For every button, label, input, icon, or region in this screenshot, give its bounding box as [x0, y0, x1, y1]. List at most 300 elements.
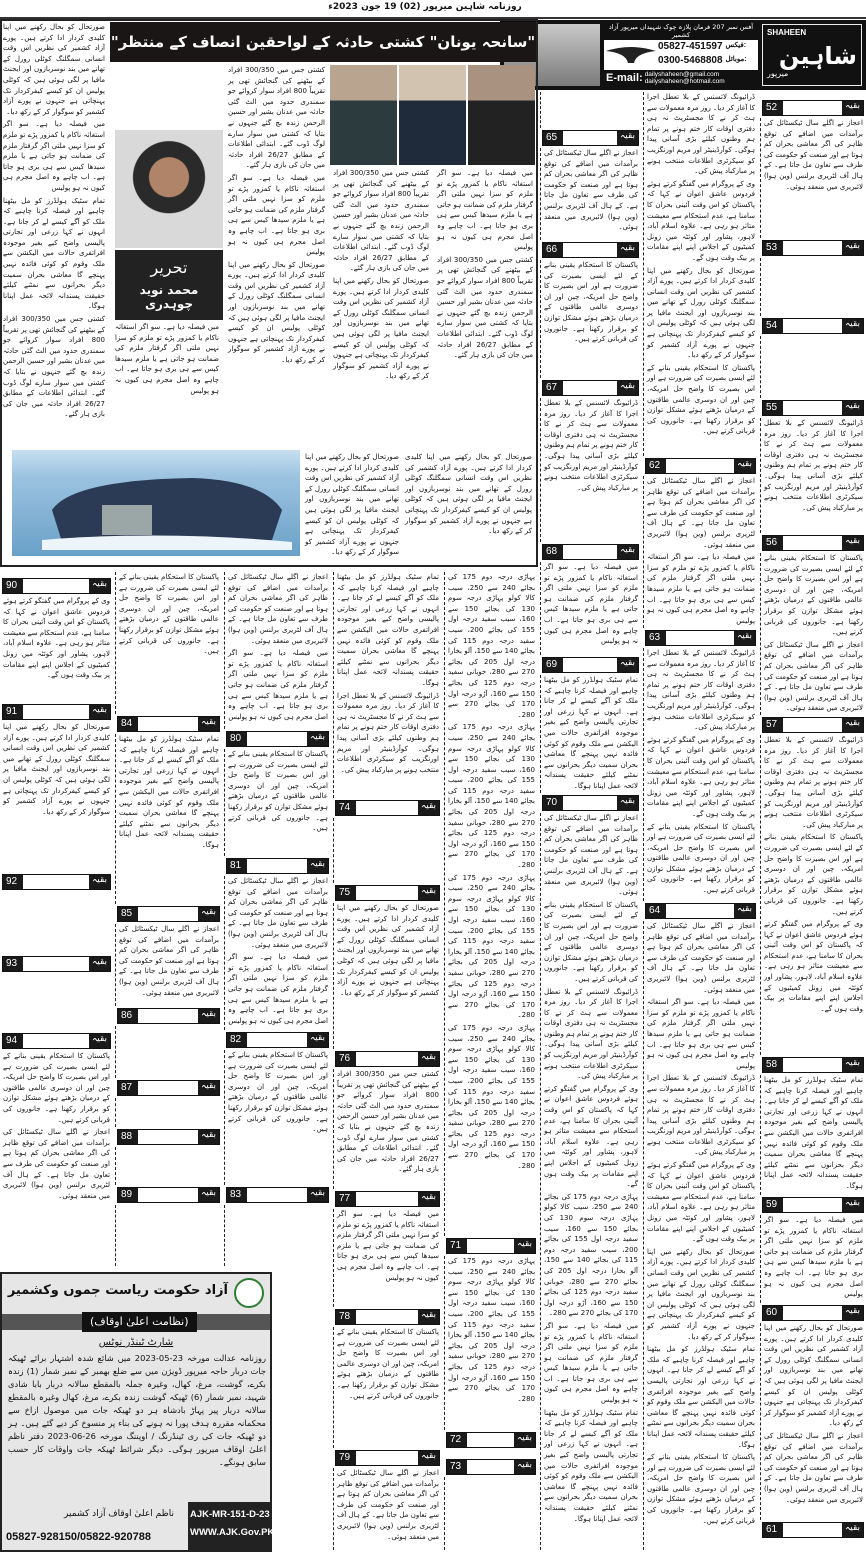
- news-column-text: [330, 168, 432, 446]
- news-column-text: [112, 322, 222, 446]
- continuation-number: 94: [3, 1034, 23, 1048]
- continuation-number: 84: [118, 717, 138, 731]
- continuation-marker[interactable]: [117, 1080, 220, 1096]
- news-column-text: [224, 1050, 331, 1185]
- news-column-text: [224, 1205, 331, 1266]
- paragraph: پاکستان کا استحکام یقینی بنانے کے لئے ایسی بصیرت کی ضرورت ہے اور اس بصیرت کا واضح حل امریکہ، چین اور ان دوسری عالمی طاقتوں کے درمیان بڑھتے ہوئے مشکل توازن کو برقرار رکھنا ہے۔ جانوروں کی قربانی کرتے ہیں۔: [647, 822, 755, 895]
- newspaper-logo: [762, 24, 862, 86]
- paragraph: تمام سٹیک ہولڈرز کو مل بیٹھنا چاہیے اور فیصلہ کرنا چاہیے کہ ملک کو آگے کیسے لے کر جانا ہے۔ انہوں نے کہا زرعی اور تجارتی پالیسی واضح کیے بغیر موجودہ افراتفری حالات میں الیکشن سے ملک وقوم کو کوئی فائدہ نہیں پہنچے گا معاشی بحران سمیت دیگر بحرانوں سے نمٹنے کیلئے حقیقت پسندانہ لائحہ عمل اپنانا ہوگا۔: [544, 676, 638, 790]
- news-column-text: [540, 562, 641, 655]
- continuation-marker[interactable]: [762, 240, 864, 256]
- continuation-word: بقیہ: [842, 536, 863, 550]
- ad-subtitle: (نظامت اعلیٰ اوقاف): [82, 1312, 197, 1332]
- tender-notice-ad: [0, 1272, 275, 1552]
- paragraph: میں فیصلہ دیا ہے۔ سو اگر استغاثہ ناکام یا کمزور پڑے تو ملزم کو سزا نہیں ملتی اگر گرفتار ملزم کی ضمانت ہو جاتی ہے یا ملزم سیدھا کیس سے ہی بری ہو جاتا ہے۔ اب چاہے وہ اصل مجرم ہی کیوں نہ ہو پولیس: [228, 649, 328, 721]
- continuation-word: بقیہ: [842, 718, 863, 732]
- paragraph: اعجاز نے اگلے سال ٹیکسٹائل کی برآمدات میں اضافے کی توقع ظاہر کی اگر معاشی بحران کم ہوتا ہے اور صنعت کو حکومت کی طرف سے تعاون مل جاتا ہے۔ کے ہال آف لٹریری برلنس (وین ہوا) لائبریری میں منعقد ہوئی۔: [3, 1128, 110, 1200]
- continuation-number: 59: [763, 1198, 783, 1212]
- logo-city: میرپور: [767, 69, 789, 78]
- continuation-number: 92: [3, 875, 23, 889]
- continuation-word: بقیہ: [418, 886, 439, 900]
- paragraph: صورتحال کو بحال رکھنے میں اپنا کلیدی کردار ادا کرتے ہیں۔ پورے آزاد کشمیر کی نظریں اس وقت انسانی سمگلنگ کوٹلی رورل کے تھانے میں بند نوسربازوں اور ایجنٹ مافیا پر لگی ہوئی ہیں کہ کوٹلی پولیس ان کو کیسے کیفرکردار تک پہنچاتی ہے جنہوں نے پورے آزاد کشمیر کو سوگوار کر کے رکھ دیا۔: [337, 904, 439, 997]
- paragraph: ڈرائیونگ لائسنس کے بلا تعطل اجرا کا آغاز کر دیا۔ روز مرہ معمولات سے ہٹ کر نے کا مجسٹریٹ نہ ہی دفتری اوقات کار ختم ہونے پر تمام ہم وطنوں کیلئے بڑی آسانی پیدا ہوگی۔ کوآرڈینیٹر اور مریم اورنگزیب کو سیکرٹری اطلاعات منتخب ہونے پر مبارکباد پیش کی۔: [647, 649, 755, 732]
- marker-spacer: [138, 907, 198, 921]
- news-column-text: [760, 336, 866, 398]
- news-column-text: [402, 452, 535, 562]
- paragraph: پہاڑی درجہ دوم 175 کی بجائے 240 سے 250، سیب کالا کولو پہاڑی درجہ سوم 130 کی بجائے 150 سے 160، سیب سفید درجہ اول 155 کی بجائے 200، سیب سفید درجہ دوم 115 کی بجائے 140 سے 150، آلو بخارا درجہ اول 205 کی بجائے 270 سے 280، خوبانی سفید درجہ دوم 125 کی بجائے 150 سے 160، آڑو درجہ اول 170 کی بجائے 270 سے 280۔: [448, 1257, 536, 1403]
- continuation-number: 61: [763, 1523, 783, 1537]
- paragraph: صورتحال کو بحال رکھنے میں اپنا کلیدی کردار ادا کرتے ہیں۔ پورے آزاد کشمیر کی نظریں اس وقت انسانی سمگلنگ کوٹلی رورل کے تھانے میں بند نوسربازوں اور ایجنٹ مافیا پر لگی ہوئی ہیں کہ کوٹلی پولیس ان کو کیسے کیفرکردار تک پہنچاتی ہے جنہوں نے پورے آزاد کشمیر کو سوگوار کر کے رکھ دیا۔: [305, 453, 399, 557]
- marker-spacer: [356, 801, 418, 815]
- continuation-number: 53: [763, 241, 783, 255]
- continuation-marker[interactable]: [117, 1187, 220, 1203]
- continuation-marker[interactable]: [762, 1057, 864, 1073]
- continuation-marker[interactable]: [335, 1191, 440, 1207]
- paragraph: صورتحال کو بحال رکھنے میں اپنا کلیدی کردار ادا کرتے ہیں۔ پورے آزاد کشمیر کی نظریں اس وقت انسانی سمگلنگ کوٹلی رورل کے تھانے میں بند نوسربازوں اور ایجنٹ مافیا پر لگی ہوئی ہیں کہ کوٹلی پولیس ان کو کیسے کیفرکردار تک پہنچاتی ہے جنہوں نے پورے آزاد کشمیر کو سوگوار کر کے رکھ دیا۔: [333, 276, 429, 381]
- continuation-marker[interactable]: [645, 630, 756, 646]
- paragraph: پاکستان کا استحکام یقینی بنانے کے لئے ایسی بصیرت کی ضرورت ہے اور اس بصیرت کا واضح حل امریکہ، چین اور ان دوسری عالمی طاقتوں کے درمیان بڑھتے ہوئے مشکل توازن کو برقرار رکھنا ہے۔ جانوروں کی قربانی کرتے ہیں۔: [764, 554, 863, 637]
- continuation-number: 68: [543, 545, 563, 559]
- continuation-word: بقیہ: [617, 381, 638, 395]
- marker-spacer: [783, 718, 842, 732]
- mobile-number: 0300-5468808: [658, 55, 723, 66]
- notice-title: شارٹ ٹینڈر نوٹس: [98, 1337, 174, 1348]
- marker-spacer: [356, 1052, 418, 1066]
- paragraph: پاکستان کا استحکام یقینی بنانے کے لئے ایسی بصیرت کی ضرورت ہے اور اس بصیرت کا واضح حل امریکہ، چین اور ان دوسری عالمی طاقتوں کے درمیان بڑھتے ہوئے مشکل توازن کو برقرار رکھنا ہے۔ جانوروں کی قربانی کرتے ہیں۔: [647, 363, 755, 436]
- continuation-word: بقیہ: [734, 631, 755, 645]
- marker-spacer: [783, 1198, 842, 1212]
- continuation-word: بقیہ: [307, 1033, 328, 1047]
- continuation-marker[interactable]: [542, 130, 639, 146]
- paragraph: پہاڑی درجہ دوم 175 کی بجائے 240 سے 250، سیب کالا کولو پہاڑی درجہ سوم 130 کی بجائے 150 سے 160، سیب سفید درجہ اول 155 کی بجائے 200، سیب سفید درجہ دوم 115 کی بجائے 140 سے 150، آلو بخارا درجہ اول 205 کی بجائے 270 سے 280، خوبانی سفید درجہ دوم 125 کی بجائے 150 سے 160، آڑو درجہ اول 170 کی بجائے 270 سے 280۔: [448, 1023, 536, 1170]
- paragraph: صورتحال کو بحال رکھنے میں اپنا کلیدی کردار ادا کرتے ہیں۔ پورے آزاد کشمیر کی نظریں اس وقت انسانی سمگلنگ کوٹلی رورل کے تھانے میں بند نوسربازوں اور ایجنٹ مافیا پر لگی ہوئی ہیں کہ کوٹلی پولیس ان کو کیسے کیفرکردار تک پہنچاتی ہے جنہوں نے پورے آزاد کشمیر کو سوگوار کر کے رکھ دیا۔: [3, 723, 110, 816]
- marker-spacer: [23, 1034, 89, 1048]
- continuation-word: بقیہ: [198, 1130, 219, 1144]
- continuation-marker[interactable]: [762, 1522, 864, 1538]
- author-box: [115, 250, 223, 320]
- fax-label: فیکس:: [725, 42, 747, 49]
- signatory: ناظم اعلیٰ اوقاف آزاد کشمیر: [64, 1509, 174, 1519]
- paragraph: ڈرائیونگ لائسنس کے بلا تعطل اجرا کا آغاز کر دیا۔ روز مرہ معمولات سے ہٹ کر نے کا مجسٹریٹ نہ ہی دفتری اوقات کار ختم ہونے پر تمام ہم وطنوں کیلئے بڑی آسانی پیدا ہوگی۔ کوآرڈینیٹر اور مریم اورنگزیب کو سیکرٹری اطلاعات منتخب ہونے پر مبارکباد پیش کی۔: [544, 399, 638, 492]
- continuation-marker[interactable]: [335, 1051, 440, 1067]
- continuation-number: 91: [3, 705, 23, 719]
- continuation-number: 56: [763, 536, 783, 550]
- news-column-text: [444, 1477, 538, 1550]
- continuation-word: بقیہ: [198, 717, 219, 731]
- news-column-text: [760, 1075, 866, 1195]
- paragraph: اعجاز نے اگلے سال ٹیکسٹائل کی برآمدات میں اضافے کی توقع ظاہر کی اگر معاشی بحران کم ہوتا ہے اور صنعت کو حکومت کی طرف سے تعاون مل جاتا ہے۔ کے ہال آف لٹریری برلنس (وین ہوا) لائبریری میں منعقد ہوئی۔: [228, 573, 328, 645]
- paragraph: صورتحال کو بحال رکھنے میں اپنا کلیدی کردار ادا کرتے ہیں۔ پورے آزاد کشمیر کی نظریں اس وقت انسانی سمگلنگ کوٹلی رورل کے تھانے میں بند نوسربازوں اور ایجنٹ مافیا پر لگی ہوئی ہیں کہ کوٹلی پولیس ان کو کیسے کیفرکردار تک پہنچاتی ہے جنہوں نے پورے آزاد کشمیر کو سوگوار کر کے رکھ دیا۔: [647, 266, 755, 360]
- news-column-text: [760, 1215, 866, 1303]
- continuation-marker[interactable]: [226, 731, 329, 747]
- marker-spacer: [23, 705, 89, 719]
- paragraph: پہاڑی درجہ دوم 175 کی بجائے 240 سے 250، سیب کالا کولو پہاڑی درجہ سوم 130 کی بجائے 150 سے 160، سیب سفید درجہ اول 155 کی بجائے 200، سیب سفید درجہ دوم 115 کی بجائے 140 سے 150، آلو بخارا درجہ اول 205 کی بجائے 270 سے 280، خوبانی سفید درجہ دوم 125 کی بجائے 150 سے 160، آڑو درجہ اول 170 کی بجائے 270 سے 280۔: [448, 873, 536, 1020]
- continuation-marker[interactable]: [2, 874, 111, 890]
- paragraph: میں فیصلہ دیا ہے۔ سو اگر استغاثہ ناکام یا کمزور پڑے تو ملزم کو سزا نہیں ملتی اگر گرفتار ملزم کی ضمانت ہو جاتی ہے یا ملزم سیدھا کیس سے ہی بری ہو جاتا ہے۔ اب چاہے وہ اصل مجرم ہی کیوں نہ ہو پولیس: [647, 998, 755, 1070]
- paragraph: پہاڑی درجہ دوم 175 کی بجائے 240 سے 250، سیب کالا کولو پہاڑی درجہ سوم 130 کی بجائے 150 سے 160، سیب سفید درجہ اول 155 کی بجائے 200، سیب سفید درجہ دوم 115 کی بجائے 140 سے 150، آلو بخارا درجہ اول 205 کی بجائے 270 سے 280، خوبانی سفید درجہ دوم 125 کی بجائے 150 سے 160، آڑو درجہ اول 170 کی بجائے 270 سے 280۔: [544, 1192, 639, 1318]
- continuation-marker[interactable]: [446, 1238, 536, 1254]
- paragraph: پاکستان کا استحکام یقینی بنانے کے لئے ایسی بصیرت کی ضرورت ہے اور اس بصیرت کا واضح حل امریکہ، چین اور ان دوسری عالمی طاقتوں کے درمیان بڑھتے ہوئے مشکل توازن کو برقرار رکھنا ہے۔ جانوروں کی قربانی کرتے ہیں۔: [228, 750, 328, 833]
- paragraph: ڈرائیونگ لائسنس کے بلا تعطل اجرا کا آغاز کر دیا۔ روز مرہ معمولات سے ہٹ کر نے کا مجسٹریٹ نہ ہی دفتری اوقات کار ختم ہونے پر تمام ہم وطنوں کیلئے بڑی آسانی پیدا ہوگی۔ کوآرڈینیٹر اور مریم اورنگزیب کو سیکرٹری اطلاعات منتخب ہونے پر مبارکباد پیش کی۔: [764, 419, 863, 512]
- continuation-word: بقیہ: [307, 732, 328, 746]
- news-column-text: [540, 92, 641, 128]
- continuation-number: 79: [336, 1451, 356, 1465]
- notice-body: روزنامہ عدالت مورخہ 23-05-2023 میں شائع شدہ اشتہار برائے ٹھیکہ جات دربار حاجہ میرپور ڈویژن میں سے ضلع بھمبر کے نمبر شمار (1) زندہ بکرے، گوشت، مرغ، کھال، وغیرہ جملہ بالمقطع سالانہ دربار بابا شادی شہید، نمبر شمار (6) ٹھیکہ گوشت زندہ بکرے، مرغ، کھال وغیرہ بالمقطع سالانہ دربار پیر پہاڑ بادشاہ ہر دو ٹھیکہ جات میں موصول ازاخ سے محکمانہ مقررہ ہدف پورا نہ ہونے کی بناء پر منسوخ کر دیے گئے ہیں۔ ہر دو ٹھیکہ جات کی ری ٹینڈرنگ / اوپننگ مورخہ 26-06-2023 دفتر ناظم اعلیٰ اوقاف میرپور ہوگی۔ دیگر شرائط ٹھیکہ جات واوقات کار حسب سابق ہونگے۔: [8, 1353, 267, 1467]
- paragraph: پاکستان کا استحکام یقینی بنانے کے لئے ایسی بصیرت کی ضرورت ہے اور اس بصیرت کا واضح حل امریکہ، چین اور ان دوسری عالمی طاقتوں کے درمیان بڑھتے ہوئے مشکل توازن کو برقرار رکھنا ہے۔ جانوروں کی قربانی کرتے ہیں۔: [228, 1051, 328, 1134]
- continuation-word: بقیہ: [842, 241, 863, 255]
- news-column-text: [643, 648, 758, 901]
- news-column-text: [302, 452, 402, 562]
- continuation-marker[interactable]: [762, 717, 864, 733]
- paragraph: میں فیصلہ دیا ہے۔ سو اگر استغاثہ ناکام یا کمزور پڑے تو ملزم کو سزا نہیں ملتی اگر گرفتار ملزم کی ضمانت ہو جاتی ہے یا ملزم سیدھا کیس سے ہی بری ہو جاتا ہے۔ اب چاہے وہ اصل مجرم ہی کیوں نہ ہو پولیس: [437, 169, 533, 252]
- paragraph: ڈرائیونگ لائسنس کے بلا تعطل اجرا کا آغاز کر دیا۔ روز مرہ معمولات سے ہٹ کر نے کا مجسٹریٹ نہ ہی دفتری اوقات کار ختم ہونے پر تمام ہم وطنوں کیلئے بڑی آسانی پیدا ہوگی۔ کوآرڈینیٹر اور مریم اورنگزیب کو سیکرٹری اطلاعات منتخب ہونے پر مبارکباد پیش کی۔: [647, 93, 755, 176]
- continuation-number: 69: [543, 658, 563, 672]
- paragraph: پاکستان کا استحکام یقینی بنانے کے لئے ایسی بصیرت کی ضرورت ہے اور اس بصیرت کا واضح حل امریکہ، چین اور ان دوسری عالمی طاقتوں کے درمیان بڑھتے ہوئے مشکل توازن کو برقرار رکھنا ہے۔ جانوروں کی قربانی کرتے ہیں۔: [647, 1453, 755, 1525]
- marker-spacer: [138, 1009, 198, 1023]
- continuation-word: بقیہ: [418, 801, 439, 815]
- news-column-text: [333, 818, 442, 883]
- paragraph: پہاڑی درجہ دوم 175 کی بجائے 240 سے 250، سیب کالا کولو پہاڑی درجہ سوم 130 کی بجائے 150 سے 160، سیب سفید درجہ اول 155 کی بجائے 200، سیب سفید درجہ دوم 115 کی بجائے 140 سے 150، آلو بخارا درجہ اول 205 کی بجائے 270 سے 280، خوبانی سفید درجہ دوم 125 کی بجائے 150 سے 160، آڑو درجہ اول 170 کی بجائے 270 سے 280۔: [448, 723, 536, 870]
- marker-spacer: [356, 1310, 418, 1324]
- continuation-word: بقیہ: [89, 705, 110, 719]
- continuation-marker[interactable]: [226, 1032, 329, 1048]
- paragraph: صورتحال کو بحال رکھنے میں اپنا کلیدی کردار ادا کرتے ہیں۔ پورے آزاد کشمیر کی نظریں اس وقت انسانی سمگلنگ کوٹلی رورل کے تھانے میں بند نوسربازوں اور ایجنٹ مافیا پر لگی ہوئی ہیں کہ کوٹلی پولیس ان کو کیسے کیفرکردار تک پہنچاتی ہے جنہوں نے پورے آزاد کشمیر کو سوگوار کر کے رکھ دیا۔: [405, 453, 532, 536]
- continuation-number: 54: [763, 319, 783, 333]
- continuation-number: 83: [227, 1188, 247, 1202]
- continuation-word: بقیہ: [307, 859, 328, 873]
- news-column-text: [0, 892, 113, 954]
- news-column-text: [643, 921, 758, 1550]
- continuation-marker[interactable]: [446, 1459, 536, 1475]
- paragraph: پاکستان کا استحکام یقینی بنانے کے لئے ایسی بصیرت کی ضرورت ہے اور اس بصیرت کا واضح حل امریکہ، چین اور ان دوسری عالمی طاقتوں کے درمیان بڑھتے ہوئے مشکل توازن کو برقرار رکھنا ہے۔ جانوروں کی قربانی کرتے ہیں۔: [337, 1328, 439, 1400]
- news-column-text: [115, 1147, 222, 1185]
- continuation-marker[interactable]: [542, 544, 639, 560]
- paragraph: تمام سٹیک ہولڈرز کو مل بیٹھنا چاہیے اور فیصلہ کرنا چاہیے کہ ملک کو آگے کیسے لے کر جانا ہے۔ انہوں نے کہا زرعی اور تجارتی پالیسی واضح کیے بغیر موجودہ افراتفری حالات میں الیکشن سے ملک وقوم کو کوئی فائدہ نہیں پہنچے گا معاشی بحران سمیت دیگر بحرانوں سے نمٹنے کیلئے حقیقت پسندانہ لائحہ عمل اپنانا ہوگا۔: [764, 1076, 863, 1190]
- news-column-text: [0, 596, 113, 702]
- continuation-marker[interactable]: [446, 1432, 536, 1448]
- continuation-marker[interactable]: [117, 1008, 220, 1024]
- news-column-text: [224, 749, 331, 856]
- continuation-number: 57: [763, 718, 783, 732]
- marker-spacer: [563, 545, 617, 559]
- news-column-text: [760, 418, 866, 533]
- ajk-emblem-icon: [234, 1278, 264, 1308]
- marker-spacer: [563, 243, 617, 257]
- news-column-text: [0, 974, 113, 1031]
- paragraph: اعجاز نے اگلے سال ٹیکسٹائل کی برآمدات میں اضافے کی توقع ظاہر کی اگر معاشی بحران کم ہوتا ہے اور صنعت کو حکومت کی طرف سے تعاون مل جاتا ہے۔ کے ہال آف لٹریری برلنس (وین ہوا) لائبریری میں منعقد ہوئی۔: [764, 1431, 863, 1504]
- news-column-text: [333, 1209, 442, 1307]
- author-name: محمد نوید چوہدری: [139, 283, 199, 311]
- continuation-number: 55: [763, 401, 783, 415]
- continuation-number: 78: [336, 1310, 356, 1324]
- continuation-marker[interactable]: [2, 1033, 111, 1049]
- continuation-word: بقیہ: [418, 1310, 439, 1324]
- continuation-marker[interactable]: [762, 535, 864, 551]
- paragraph: تمام سٹیک ہولڈرز کو مل بیٹھنا چاہیے اور فیصلہ کرنا چاہیے کہ ملک کو آگے کیسے لے کر جانا ہے۔ انہوں نے کہا زرعی اور تجارتی پالیسی واضح کیے بغیر موجودہ افراتفری حالات میں الیکشن سے ملک وقوم کو کوئی فائدہ نہیں پہنچے گا معاشی بحران سمیت دیگر بحرانوں سے نمٹنے کیلئے حقیقت پسندانہ لائحہ عمل اپنانا ہوگا۔: [119, 735, 219, 849]
- continuation-word: بقیہ: [842, 319, 863, 333]
- marker-spacer: [563, 381, 617, 395]
- news-column-text: [224, 876, 331, 1030]
- continuation-marker[interactable]: [117, 1129, 220, 1145]
- continuation-number: 62: [646, 459, 666, 473]
- continuation-number: 93: [3, 957, 23, 971]
- continuation-number: 65: [543, 131, 563, 145]
- news-column-text: [224, 572, 331, 729]
- continuation-marker[interactable]: [117, 716, 220, 732]
- continuation-word: بقیہ: [617, 545, 638, 559]
- continuation-word: بقیہ: [418, 1052, 439, 1066]
- marker-spacer: [247, 732, 307, 746]
- news-column-text: [333, 1327, 442, 1448]
- continuation-number: 73: [447, 1460, 467, 1474]
- marker-spacer: [23, 579, 89, 593]
- paragraph: تمام سٹیک ہولڈرز کو مل بیٹھنا چاہیے اور فیصلہ کرنا چاہیے کہ ملک کو آگے کیسے لے کر جانا ہے۔ انہوں نے کہا زرعی اور تجارتی پالیسی واضح کیے بغیر موجودہ افراتفری حالات میں الیکشن سے ملک وقوم کو کوئی فائدہ نہیں پہنچے گا معاشی بحران سمیت دیگر بحرانوں سے نمٹنے کیلئے حقیقت پسندانہ لائحہ عمل اپنانا ہوگا۔: [647, 1345, 755, 1449]
- continuation-marker[interactable]: [542, 795, 639, 811]
- marker-spacer: [666, 904, 734, 918]
- continuation-marker[interactable]: [762, 318, 864, 334]
- paragraph: پاکستان کا استحکام یقینی بنانے کے لئے ایسی بصیرت کی ضرورت ہے اور اس بصیرت کا واضح حل امریکہ، چین اور ان دوسری عالمی طاقتوں کے درمیان بڑھتے ہوئے مشکل توازن کو برقرار رکھنا ہے۔ جانوروں کی قربانی کرتے ہیں۔: [3, 1052, 110, 1124]
- marker-spacer: [138, 1130, 198, 1144]
- news-column-text: [115, 1098, 222, 1127]
- news-column-text: [115, 924, 222, 1006]
- continuation-number: 77: [336, 1192, 356, 1206]
- continuation-number: 60: [763, 1306, 783, 1320]
- paragraph: پہاڑی درجہ دوم 175 کی بجائے 240 سے 250، سیب کالا کولو پہاڑی درجہ سوم 130 کی بجائے 150 سے 160، سیب سفید درجہ اول 155 کی بجائے 200، سیب سفید درجہ دوم 115 کی بجائے 140 سے 150، آلو بخارا درجہ اول 205 کی بجائے 270 سے 280، خوبانی سفید درجہ دوم 125 کی بجائے 150 سے 160، آڑو درجہ اول 170 کی بجائے 270 سے 280۔: [448, 573, 536, 719]
- ad-phones: 05827-928150/05822-920788: [6, 1531, 151, 1543]
- continuation-number: 72: [447, 1433, 467, 1447]
- news-column-text: [540, 813, 641, 1550]
- continuation-number: 63: [646, 631, 666, 645]
- paragraph: ڈرائیونگ لائسنس کے بلا تعطل اجرا کا آغاز کر دیا۔ روز مرہ معمولات سے ہٹ کر نے کا مجسٹریٹ نہ ہی دفتری اوقات کار ختم ہونے پر تمام ہم وطنوں کیلئے بڑی آسانی پیدا ہوگی۔ کوآرڈینیٹر اور مریم اورنگزیب کو سیکرٹری اطلاعات منتخب ہونے پر مبارکباد پیش کی۔: [764, 736, 863, 829]
- continuation-marker[interactable]: [762, 400, 864, 416]
- paragraph: وی کے پروگرام میں گفتگو کرتے ہوئے فردوس عاشق اعوان نے کہا کہ پاکستان کو اس وقت آئینی بحران کا سامنا ہے، عدم استحکام سے معیشت متاثر ہو رہی ہے۔ علاوہ اسلام آباد، لاہور، پشاور اور کوئٹہ میں زونل کمیٹیوں کے اجلاس اپنے اپنے مقامات پر بیک وقت ہوں گے۔: [647, 179, 755, 262]
- capsized-boat-photo: [12, 450, 300, 556]
- marker-spacer: [666, 459, 734, 473]
- continuation-marker[interactable]: [335, 800, 440, 816]
- paragraph: تمام سٹیک ہولڈرز کو مل بیٹھنا چاہیے اور فیصلہ کرنا چاہیے کہ ملک کو آگے کیسے لے کر جانا ہے۔ انہوں نے کہا زرعی اور تجارتی پالیسی واضح کیے بغیر موجودہ افراتفری حالات میں الیکشن سے ملک وقوم کو کوئی فائدہ نہیں پہنچے گا معاشی بحران سمیت دیگر بحرانوں سے نمٹنے کیلئے حقیقت پسندانہ لائحہ عمل اپنانا ہوگا۔: [544, 1408, 638, 1523]
- continuation-number: 82: [227, 1033, 247, 1047]
- continuation-word: بقیہ: [842, 1306, 863, 1320]
- marker-spacer: [247, 1033, 307, 1047]
- paragraph: پاکستان کا استحکام یقینی بنانے کے لئے ایسی بصیرت کی ضرورت ہے اور اس بصیرت کا واضح حل امریکہ، چین اور ان دوسری عالمی طاقتوں کے درمیان بڑھتے ہوئے مشکل توازن کو برقرار رکھنا ہے۔ جانوروں کی قربانی کرتے ہیں۔: [544, 261, 638, 344]
- continuation-number: 74: [336, 801, 356, 815]
- news-column-text: [760, 1323, 866, 1520]
- paragraph: اعجاز نے اگلے سال ٹیکسٹائل کی برآمدات میں اضافے کی توقع ظاہر کی اگر معاشی بحران کم ہوتا ہے اور صنعت کو حکومت کی طرف سے تعاون مل جاتا ہے۔ کے ہال آف لٹریری برلنس (وین ہوا) لائبریری میں منعقد ہوئی۔: [647, 922, 755, 994]
- marker-spacer: [783, 536, 842, 550]
- marker-spacer: [563, 658, 617, 672]
- news-column-text: [444, 1256, 538, 1430]
- continuation-number: 85: [118, 907, 138, 921]
- paragraph: میں فیصلہ دیا ہے۔ سو اگر استغاثہ ناکام یا کمزور پڑے تو ملزم کو سزا نہیں ملتی اگر گرفتار ملزم کی ضمانت ہو جاتی ہے یا ملزم سیدھا کیس سے ہی بری ہو جاتا ہے۔ اب چاہے وہ اصل مجرم ہی کیوں نہ ہو پولیس: [544, 1321, 638, 1405]
- paragraph: وی کے پروگرام میں گفتگو کرتے ہوئے فردوس عاشق اعوان نے کہا کہ پاکستان کو اس وقت آئینی بحران کا سامنا ہے، عدم استحکام سے معیشت متاثر ہو رہی ہے۔ علاوہ اسلام آباد، لاہور، پشاور اور کوئٹہ میں زونل کمیٹیوں کے اجلاس اپنے اپنے مقامات پر بیک وقت ہوں گے۔: [647, 735, 755, 818]
- continuation-marker[interactable]: [335, 1309, 440, 1325]
- continuation-number: 90: [3, 579, 23, 593]
- continuation-number: 71: [447, 1239, 467, 1253]
- continuation-word: بقیہ: [617, 658, 638, 672]
- news-column-text: [115, 1026, 222, 1078]
- marker-spacer: [783, 241, 842, 255]
- marker-spacer: [138, 1188, 198, 1202]
- marker-spacer: [23, 875, 89, 889]
- paragraph: کشتی جس میں 300/350 افراد کے بیٹھنے کی گنجائش تھی پر تقریباً 800 افراد سوار کروائے جو سمندری حدود میں الٹ گئی حادثہ میں عدنان بشیر اور حسین الرحمن زندہ بچ گئے جنہوں نے بتایا کہ کشتی میں سوار سارے لوگ ڈوب گئے۔ ابتدائی اطلاعات کے مطابق 26/27 افراد حادثہ میں جان کی بازی ہار گئے۔: [437, 255, 533, 360]
- marker-spacer: [356, 1451, 418, 1465]
- marker-spacer: [247, 1188, 307, 1202]
- continuation-number: 89: [118, 1188, 138, 1202]
- marker-spacer: [563, 131, 617, 145]
- news-column-text: [434, 168, 536, 446]
- paragraph: تمام سٹیک ہولڈرز کو مل بیٹھنا چاہیے اور فیصلہ کرنا چاہیے کہ ملک کو آگے کیسے لے کر جانا ہے۔ انہوں نے کہا زرعی اور تجارتی پالیسی واضح کیے بغیر موجودہ افراتفری حالات میں الیکشن سے ملک وقوم کو کوئی فائدہ نہیں پہنچے گا معاشی بحران سمیت دیگر بحرانوں سے نمٹنے کیلئے حقیقت پسندانہ لائحہ عمل اپنانا ہوگا۔: [337, 573, 439, 687]
- paragraph: میں فیصلہ دیا ہے۔ سو اگر استغاثہ ناکام یا کمزور پڑے تو ملزم کو سزا نہیں ملتی اگر گرفتار ملزم کی ضمانت ہو جاتی ہے یا ملزم سیدھا کیس سے ہی بری ہو جاتا ہے۔ اب چاہے وہ اصل مجرم ہی کیوں نہ ہو پولیس: [544, 563, 638, 646]
- continuation-word: بقیہ: [734, 459, 755, 473]
- news-column-text: [760, 735, 866, 1055]
- continuation-number: 67: [543, 381, 563, 395]
- continuation-marker[interactable]: [226, 858, 329, 874]
- marker-spacer: [783, 319, 842, 333]
- logo-urdu: شاہین: [778, 42, 857, 70]
- continuation-marker[interactable]: [762, 100, 864, 116]
- news-column-text: [643, 476, 758, 628]
- paragraph: پاکستان کا استحکام یقینی بنانے کے لئے ایسی بصیرت کی ضرورت ہے اور اس بصیرت کا واضح حل امریکہ، چین اور ان دوسری عالمی طاقتوں کے درمیان بڑھتے ہوئے مشکل توازن کو برقرار رکھنا ہے۔ جانوروں کی قربانی کرتے ہیں۔: [544, 900, 638, 983]
- email-label: E-mail:: [606, 72, 643, 84]
- email-hotmail[interactable]: dailyshaheen@hotmail.com: [644, 78, 725, 85]
- continuation-word: بقیہ: [842, 1523, 863, 1537]
- news-column-text: [540, 260, 641, 378]
- paragraph: اعجاز نے اگلے سال ٹیکسٹائل کی برآمدات میں اضافے کی توقع ظاہر کی اگر معاشی بحران کم ہوتا ہے اور صنعت کو حکومت کی طرف سے تعاون مل جاتا ہے۔ کے ہال آف لٹریری برلنس (وین ہوا) لائبریری میں منعقد ہوئی۔: [544, 149, 638, 232]
- marker-spacer: [138, 1081, 198, 1095]
- news-column-text: [0, 1051, 113, 1266]
- continuation-number: 64: [646, 904, 666, 918]
- continuation-word: بقیہ: [89, 579, 110, 593]
- continuation-marker[interactable]: [2, 578, 111, 594]
- paragraph: میں فیصلہ دیا ہے۔ سو اگر استغاثہ ناکام یا کمزور پڑے تو ملزم کو سزا نہیں ملتی اگر گرفتار ملزم کی ضمانت ہو جاتی ہے یا ملزم سیدھا کیس سے ہی بری ہو جاتا ہے۔ اب چاہے وہ اصل مجرم ہی کیوں نہ ہو پولیس: [647, 553, 755, 625]
- continuation-marker[interactable]: [645, 903, 756, 919]
- ad-website[interactable]: WWW.AJK.Gov.PK: [190, 1527, 275, 1538]
- continuation-number: 52: [763, 101, 783, 115]
- paragraph: اعجاز نے اگلے سال ٹیکسٹائل کی برآمدات میں اضافے کی توقع ظاہر کی اگر معاشی بحران کم ہوتا ہے اور صنعت کو حکومت کی طرف سے تعاون مل جاتا ہے۔ کے ہال آف لٹریری برلنس (وین ہوا) لائبریری میں منعقد ہوئی۔: [764, 119, 863, 191]
- continuation-word: بقیہ: [89, 957, 110, 971]
- marker-spacer: [783, 101, 842, 115]
- continuation-marker[interactable]: [2, 704, 111, 720]
- continuation-marker[interactable]: [542, 380, 639, 396]
- continuation-number: 86: [118, 1009, 138, 1023]
- continuation-word: بقیہ: [514, 1433, 535, 1447]
- marker-spacer: [666, 631, 734, 645]
- continuation-word: بقیہ: [89, 875, 110, 889]
- marker-spacer: [247, 859, 307, 873]
- paragraph: صورتحال کو بحال رکھنے میں اپنا کلیدی کردار ادا کرتے ہیں۔ پورے آزاد کشمیر کی نظریں اس وقت انسانی سمگلنگ کوٹلی رورل کے تھانے میں بند نوسربازوں اور ایجنٹ مافیا پر لگی ہوئی ہیں کہ کوٹلی پولیس ان کو کیسے کیفرکردار تک پہنچاتی ہے جنہوں نے پورے آزاد کشمیر کو سوگوار کر کے رکھ دیا۔: [228, 260, 325, 365]
- continuation-word: بقیہ: [198, 1188, 219, 1202]
- fax-number: 05827-451597: [658, 41, 723, 52]
- author-label: تحریر: [150, 258, 188, 277]
- continuation-word: بقیہ: [198, 1081, 219, 1095]
- news-column-text: [760, 553, 866, 715]
- email-gmail[interactable]: dailyshaheen@gmail.com: [644, 71, 720, 78]
- continuation-number: 80: [227, 732, 247, 746]
- paragraph: صورتحال کو بحال رکھنے میں اپنا کلیدی کردار ادا کرتے ہیں۔ پورے آزاد کشمیر کی نظریں اس وقت انسانی سمگلنگ کوٹلی رورل کے تھانے میں بند نوسربازوں اور ایجنٹ مافیا پر لگی ہوئی ہیں کہ کوٹلی پولیس ان کو کیسے کیفرکردار تک پہنچاتی ہے جنہوں نے پورے آزاد کشمیر کو سوگوار کر کے رکھ دیا۔: [647, 1247, 755, 1341]
- paragraph: ڈرائیونگ لائسنس کے بلا تعطل اجرا کا آغاز کر دیا۔ روز مرہ معمولات سے ہٹ کر نے کا مجسٹریٹ نہ ہی دفتری اوقات کار ختم ہونے پر تمام ہم وطنوں کیلئے بڑی آسانی پیدا ہوگی۔ کوآرڈینیٹر اور مریم اورنگزیب کو سیکرٹری اطلاعات منتخب ہونے پر مبارکباد پیش کی۔: [544, 987, 638, 1081]
- paragraph: وی کے پروگرام میں گفتگو کرتے ہوئے فردوس عاشق اعوان نے کہا کہ پاکستان کو اس وقت آئینی بحران کا سامنا ہے، عدم استحکام سے معیشت متاثر ہو رہی ہے۔ علاوہ اسلام آباد، لاہور، پشاور اور کوئٹہ میں زونل کمیٹیوں کے اجلاس اپنے اپنے مقامات پر بیک وقت ہوں گے۔: [647, 1161, 755, 1244]
- news-column-text: [760, 258, 866, 316]
- continuation-word: بقیہ: [89, 1034, 110, 1048]
- continuation-number: 88: [118, 1130, 138, 1144]
- marker-spacer: [783, 1523, 842, 1537]
- ad-reference: AJK-MR-151-D-23: [190, 1509, 270, 1520]
- continuation-number: 70: [543, 796, 563, 810]
- continuation-marker[interactable]: [335, 885, 440, 901]
- continuation-marker[interactable]: [2, 956, 111, 972]
- news-column-text: [540, 148, 641, 240]
- paragraph: پاکستان کا استحکام یقینی بنانے کے لئے ایسی بصیرت کی ضرورت ہے اور اس بصیرت کا واضح حل امریکہ، چین اور ان دوسری عالمی طاقتوں کے درمیان بڑھتے ہوئے مشکل توازن کو برقرار رکھنا ہے۔ جانوروں کی قربانی کرتے ہیں۔: [764, 833, 863, 916]
- paragraph: ڈرائیونگ لائسنس کے بلا تعطل اجرا کا آغاز کر دیا۔ روز مرہ معمولات سے ہٹ کر نے کا مجسٹریٹ نہ ہی دفتری اوقات کار ختم ہونے پر تمام ہم وطنوں کیلئے بڑی آسانی پیدا ہوگی۔ کوآرڈینیٹر اور مریم اورنگزیب کو سیکرٹری اطلاعات منتخب ہونے پر مبارکباد پیش کی۔: [337, 691, 439, 774]
- continuation-marker[interactable]: [117, 906, 220, 922]
- continuation-word: بقیہ: [418, 1192, 439, 1206]
- marker-spacer: [23, 957, 89, 971]
- paragraph: وی کے پروگرام میں گفتگو کرتے ہوئے فردوس عاشق اعوان نے کہا کہ پاکستان کو اس وقت آئینی بحران کا سامنا ہے، عدم استحکام سے معیشت متاثر ہو رہی ہے۔ علاوہ اسلام آباد، لاہور، پشاور اور کوئٹہ میں زونل کمیٹیوں کے اجلاس اپنے اپنے مقامات پر بیک وقت ہوں گے۔: [3, 597, 110, 680]
- continuation-word: بقیہ: [198, 1009, 219, 1023]
- continuation-number: 58: [763, 1058, 783, 1072]
- news-column-text: [333, 903, 442, 1049]
- paragraph: تمام سٹیک ہولڈرز کو مل بیٹھنا چاہیے اور فیصلہ کرنا چاہیے کہ ملک کو آگے کیسے لے کر جانا ہے۔ انہوں نے کہا زرعی اور تجارتی پالیسی واضح کیے بغیر موجودہ افراتفری حالات میں الیکشن سے ملک وقوم کو کوئی فائدہ نہیں پہنچے گا معاشی بحران سمیت دیگر بحرانوں سے نمٹنے کیلئے حقیقت پسندانہ لائحہ عمل اپنانا ہوگا۔: [3, 196, 105, 311]
- marker-spacer: [783, 1306, 842, 1320]
- paragraph: کشتی جس میں 300/350 افراد کے بیٹھنے کی گنجائش تھی پر تقریباً 800 افراد سوار کروائے جو سمندری حدود میں الٹ گئی حادثہ میں عدنان بشیر اور حسین الرحمن زندہ بچ گئے جنہوں نے بتایا کہ کشتی میں سوار سارے لوگ ڈوب گئے۔ ابتدائی اطلاعات کے مطابق 26/27 افراد حادثہ میں جان کی بازی ہار گئے۔: [3, 315, 105, 419]
- news-column-text: [115, 1205, 222, 1266]
- police-officers-photo: [330, 65, 535, 165]
- paragraph: میں فیصلہ دیا ہے۔ سو اگر استغاثہ ناکام یا کمزور پڑے تو ملزم کو سزا نہیں ملتی اگر گرفتار ملزم کی ضمانت ہو جاتی ہے یا ملزم سیدھا کیس سے ہی بری ہو جاتا ہے۔ اب چاہے وہ اصل مجرم ہی کیوں نہ ہو پولیس: [337, 1210, 439, 1282]
- paragraph: میں فیصلہ دیا ہے۔ سو اگر استغاثہ ناکام یا کمزور پڑے تو ملزم کو سزا نہیں ملتی اگر گرفتار ملزم کی ضمانت ہو جاتی ہے یا ملزم سیدھا کیس سے ہی بری ہو جاتا ہے۔ اب چاہے وہ اصل مجرم ہی کیوں نہ ہو پولیس: [228, 953, 328, 1025]
- news-column-text: [0, 22, 108, 440]
- continuation-marker[interactable]: [542, 657, 639, 673]
- news-column-text: [225, 65, 328, 446]
- news-column-text: [540, 675, 641, 793]
- marker-spacer: [356, 886, 418, 900]
- continuation-word: بقیہ: [842, 1058, 863, 1072]
- contact-panel: [604, 40, 758, 70]
- news-column-text: [643, 92, 758, 456]
- headline: "سانحہ یونان" کشتی حادثہ کے لواحقین انصاف کے منتظر": [110, 22, 536, 62]
- paragraph: اعجاز نے اگلے سال ٹیکسٹائل کی برآمدات میں اضافے کی توقع ظاہر کی اگر معاشی بحران کم ہوتا ہے اور صنعت کو حکومت کی طرف سے تعاون مل جاتا ہے۔ کے ہال آف لٹریری برلنس (وین ہوا) لائبریری میں منعقد ہوئی۔: [119, 925, 219, 997]
- mobile-label: موبائل:: [725, 56, 747, 63]
- continuation-marker[interactable]: [226, 1187, 329, 1203]
- news-column-text: [540, 398, 641, 542]
- marker-spacer: [467, 1433, 514, 1447]
- news-column-text: [115, 734, 222, 904]
- marker-spacer: [783, 1058, 842, 1072]
- continuation-word: بقیہ: [514, 1460, 535, 1474]
- paragraph: کشتی جس میں 300/350 افراد کے بیٹھنے کی گنجائش تھی پر تقریباً 800 افراد سوار کروائے جو سمندری حدود میں الٹ گئی حادثہ میں عدنان بشیر اور حسین الرحمن زندہ بچ گئے جنہوں نے بتایا کہ کشتی میں سوار سارے لوگ ڈوب گئے۔ ابتدائی اطلاعات کے مطابق 26/27 افراد حادثہ میں جان کی بازی ہار گئے۔: [228, 66, 325, 170]
- continuation-word: بقیہ: [842, 1198, 863, 1212]
- continuation-marker[interactable]: [542, 242, 639, 258]
- news-column-text: [444, 572, 538, 1236]
- paragraph: اعجاز نے اگلے سال ٹیکسٹائل کی برآمدات میں اضافے کی توقع ظاہر کی اگر معاشی بحران کم ہوتا ہے اور صنعت کو حکومت کی طرف سے تعاون مل جاتا ہے۔ کے ہال آف لٹریری برلنس (وین ہوا) لائبریری میں منعقد ہوئی۔: [337, 1469, 439, 1541]
- continuation-marker[interactable]: [762, 1197, 864, 1213]
- news-column-text: [333, 572, 442, 798]
- continuation-word: بقیہ: [617, 131, 638, 145]
- marker-spacer: [356, 1192, 418, 1206]
- paragraph: کشتی جس میں 300/350 افراد کے بیٹھنے کی گنجائش تھی پر تقریباً 800 افراد سوار کروائے جو سمندری حدود میں الٹ گئی حادثہ میں عدنان بشیر اور حسین الرحمن زندہ بچ گئے جنہوں نے بتایا کہ کشتی میں سوار سارے لوگ ڈوب گئے۔ ابتدائی اطلاعات کے مطابق 26/27 افراد حادثہ میں جان کی بازی ہار گئے۔: [333, 169, 429, 273]
- marker-spacer: [138, 717, 198, 731]
- continuation-marker[interactable]: [645, 458, 756, 474]
- news-column-text: [0, 722, 113, 872]
- masthead: [500, 20, 866, 90]
- continuation-number: 75: [336, 886, 356, 900]
- continuation-number: 81: [227, 859, 247, 873]
- continuation-word: بقیہ: [617, 243, 638, 257]
- continuation-word: بقیہ: [842, 401, 863, 415]
- continuation-marker[interactable]: [762, 1305, 864, 1321]
- continuation-marker[interactable]: [335, 1450, 440, 1466]
- news-column-text: [333, 1468, 442, 1550]
- paragraph: اعجاز نے اگلے سال ٹیکسٹائل کی برآمدات میں اضافے کی توقع ظاہر کی اگر معاشی بحران کم ہوتا ہے اور صنعت کو حکومت کی طرف سے تعاون مل جاتا ہے۔ کے ہال آف لٹریری برلنس (وین ہوا) لائبریری میں منعقد ہوئی۔: [764, 640, 863, 713]
